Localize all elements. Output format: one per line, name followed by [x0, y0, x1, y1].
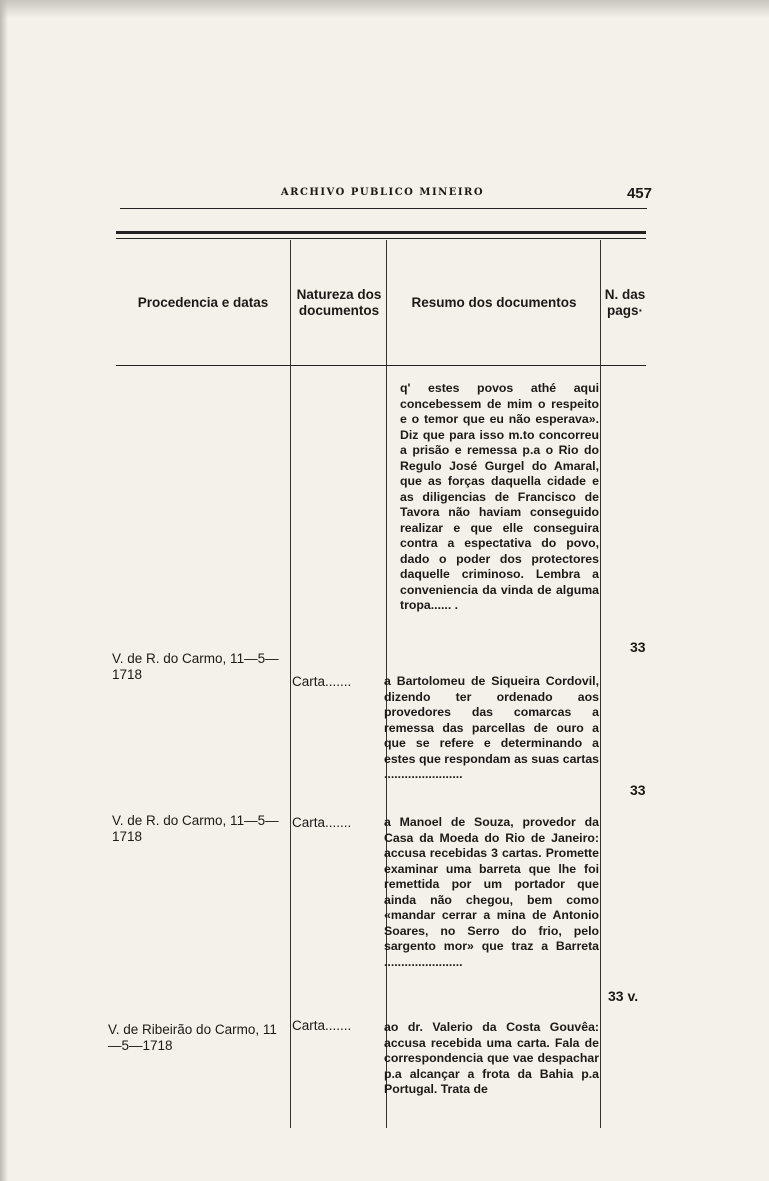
- table-top-thin-rule: [116, 238, 646, 239]
- column-header-resumo: Resumo dos documentos: [411, 294, 577, 310]
- row-1-pages: 33: [630, 782, 646, 798]
- header-thin-rule: [120, 208, 647, 209]
- page-edge-shadow: [0, 0, 769, 18]
- column-rule-1: [290, 240, 291, 1128]
- continuation-summary: q' estes povos athé aqui concebessem de mim o respeito e o temor que eu não esperava». Diz que para isso m.to concorreu a prisão e remessa p.a o Rio do Regulo José Gurgel do Amaral, que as forças daquella cidade e as diligencias de Francisco de Tavora não haviam conseguido realizar e que elle conseguira contra a espectativa do povo, dado o poder dos protectores daquelle criminoso. Lembra a conveniencia da vinda de alguma tropa...... .: [400, 381, 599, 612]
- binding-shadow: [0, 0, 8, 1181]
- table-top-thick-rule: [116, 231, 646, 234]
- row-2-nature: Carta.......: [292, 815, 352, 830]
- row-1-origin: V. de R. do Carmo, 11—5—1718: [112, 651, 279, 682]
- column-rule-3: [600, 240, 601, 1128]
- page-number: 457: [626, 185, 652, 202]
- column-header-procedencia: Procedencia e datas: [137, 294, 269, 310]
- header-bottom-rule: [116, 365, 646, 366]
- row-2-summary: a Manoel de Souza, provedor da Casa da Moeda do Rio de Janeiro: accusa recebidas 3 cartas. Promette examinar uma barreta que lhe foi remettida por um portador que ainda não chegou, bem como «mandar cerrar a mina de Antonio Soares, no Serro do frio, pelo sargento mor» que traz a Barreta .......................: [384, 815, 599, 969]
- row-2-origin: V. de R. do Carmo, 11—5—1718: [112, 813, 279, 844]
- column-header-pags: N. das pags·: [604, 286, 646, 318]
- row-3-origin: V. de Ribeirão do Carmo, 11—5—1718: [108, 1022, 277, 1053]
- row-2-pages: 33 v.: [608, 988, 639, 1004]
- row-3-nature: Carta.......: [292, 1018, 352, 1033]
- row-1-nature: Carta.......: [292, 674, 352, 689]
- row-3-summary: ao dr. Valerio da Costa Gouvêa: accusa recebida uma carta. Fala de correspondencia que vae despachar p.a alcançar a frota da Bahia p.a Portugal. Trata de: [384, 1020, 599, 1096]
- running-title: ARCHIVO PUBLICO MINEIRO: [280, 187, 485, 198]
- column-header-natureza: Natureza dos documentos: [296, 286, 382, 318]
- continuation-pages: 33: [630, 639, 646, 655]
- row-1-summary: a Bartolomeu de Siqueira Cordovil, dizendo ter ordenado aos provedores das comarcas a remessa das parcellas de ouro a que se refere e determinando a estes que respondam as suas cartas .......................: [384, 674, 599, 781]
